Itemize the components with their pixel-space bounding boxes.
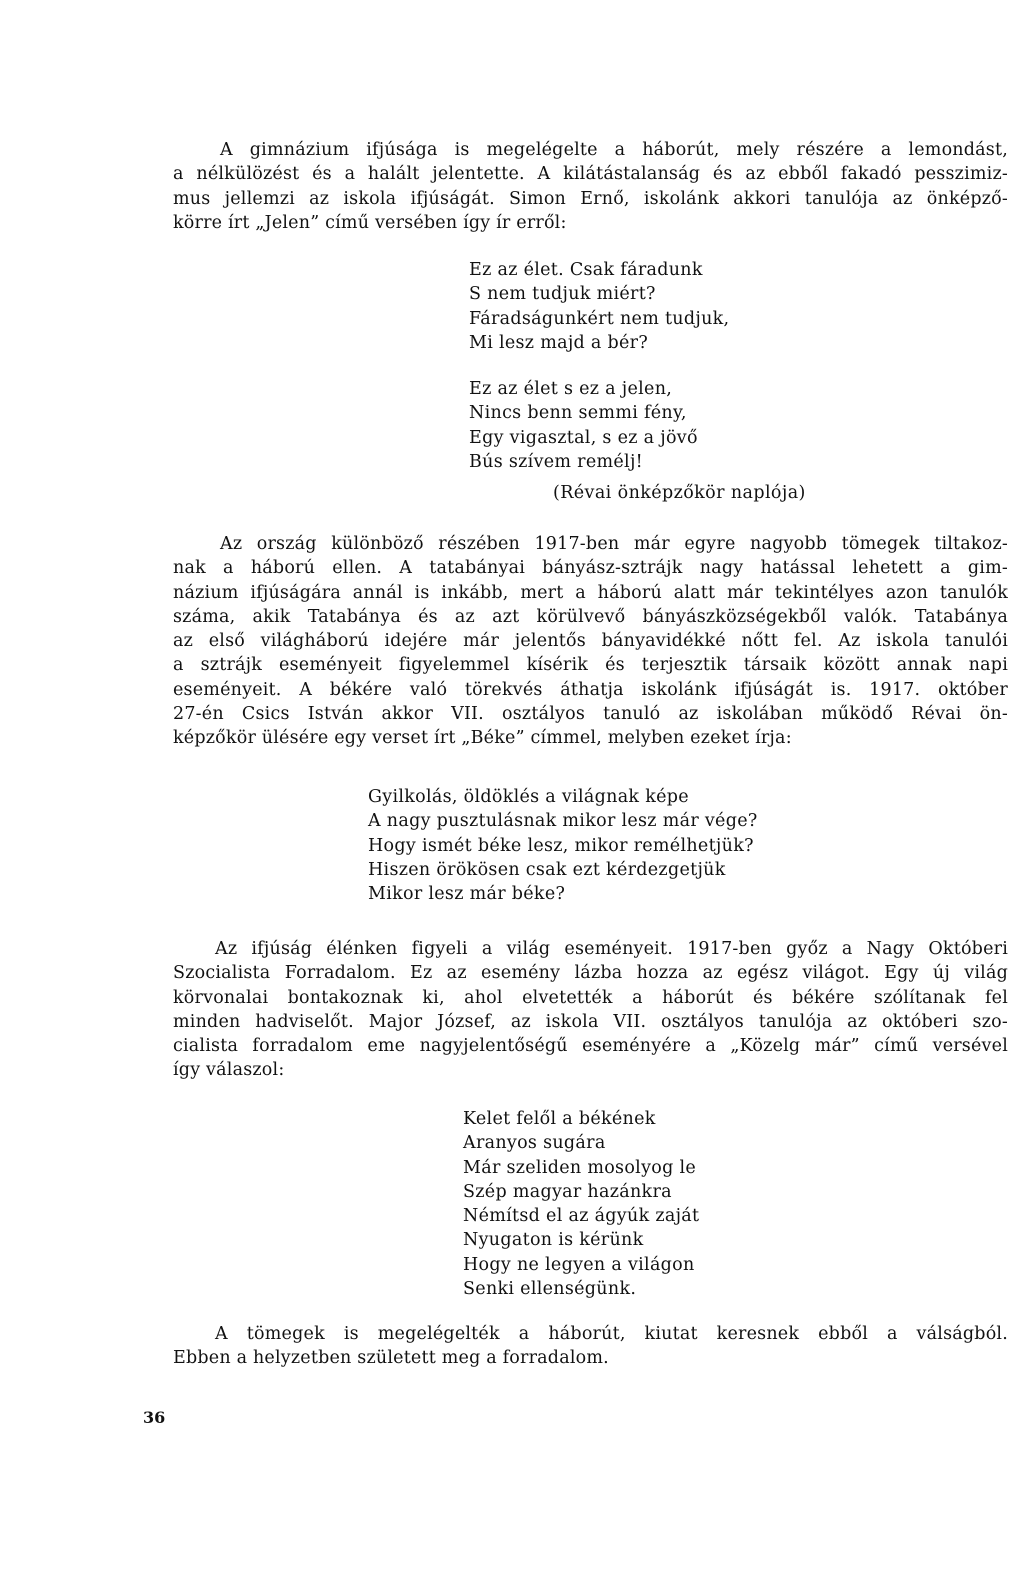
poem-line: Bús szívem remélj!	[469, 451, 643, 472]
paragraph-strike	[173, 532, 1008, 751]
text-line: minden hadviselőt. Major József, az iskola VII. osztályos tanulója az októberi szo-	[173, 1011, 1008, 1032]
paragraph-intro	[173, 138, 1008, 235]
poem-line: S nem tudjuk miért?	[469, 284, 656, 305]
text-line: 27-én Csics István akkor VII. osztályos tanuló az iskolában működő Révai ön-	[173, 704, 1008, 725]
text-line: názium ifjúságára annál is inkább, mert a háború alatt már tekintélyes azon tanulók	[173, 582, 1008, 603]
poem-line: Már szeliden mosolyog le	[463, 1157, 697, 1178]
text-line: a sztrájk eseményeit figyelemmel kísérik és terjesztik társaik között annak napi	[173, 655, 1008, 676]
poem-line: Ez az élet s ez a jelen,	[469, 379, 673, 399]
text-line: körvonalai bontakoznak ki, ahol elvetették a háborút és békére szólítanak fel	[173, 987, 1008, 1008]
text-line: mus jellemzi az iskola ifjúságát. Simon Ernő, iskolánk akkori tanulója az önképző-	[173, 188, 1008, 209]
poem-line: Szép magyar hazánkra	[463, 1181, 672, 1202]
text-line: A tömegek is megelégelték a háborút, kiutat keresnek ebből a válságból.	[215, 1324, 1008, 1344]
text-line: így válaszol:	[173, 1060, 285, 1081]
poem-line: Mi lesz majd a bér?	[469, 332, 649, 353]
poem-line: Kelet felől a békének	[463, 1109, 656, 1129]
poem-line: Senki ellenségünk.	[463, 1279, 637, 1300]
poem-line: Hogy ismét béke lesz, mikor remélhetjük?	[368, 835, 754, 856]
poem-line: Egy vigasztal, s ez a jövő	[469, 427, 698, 448]
text-line: nak a háború ellen. A tatabányai bányász-sztrájk nagy hatással lehetett a gim-	[173, 558, 1008, 579]
poem-line: Fáradságunkért nem tudjuk,	[469, 308, 730, 329]
paragraph-revolution	[173, 937, 1008, 1083]
poem-line: Gyilkolás, öldöklés a világnak képe	[368, 787, 689, 807]
text-line: az első világháború idejére már jelentős bányavidékké nőtt fel. Az iskola tanulói	[173, 631, 1008, 652]
poem-beke	[368, 785, 758, 906]
text-line: Az ifjúság élénken figyeli a világ eseményeit. 1917-ben győz a Nagy Októberi	[215, 939, 1008, 959]
poem-line: Aranyos sugára	[463, 1133, 606, 1154]
page-number: 36	[143, 1408, 166, 1427]
text-line: Szocialista Forradalom. Ez az esemény lázba hozza az egész világot. Egy új világ	[173, 963, 1008, 984]
poem-jelen-stanza-1	[469, 258, 729, 355]
poem-attribution: (Révai önképzőkör naplója)	[553, 483, 806, 503]
poem-line: Nyugaton is kérünk	[463, 1230, 644, 1251]
poem-line: Nincs benn semmi fény,	[469, 403, 687, 424]
poem-line: Némítsd el az ágyúk zaját	[463, 1206, 700, 1227]
text-line: cialista forradalom eme nagyjelentőségű eseményére a „Közelg már” című versével	[173, 1036, 1008, 1057]
text-line: képzőkör ülésére egy verset írt „Béke” címmel, melyben ezeket írja:	[173, 728, 792, 749]
paragraph-conclusion	[173, 1322, 1008, 1371]
text-line: a nélkülözést és a halált jelentette. A kilátástalanság és az ebből fakadó pesszimiz-	[173, 164, 1008, 185]
poem-line: Hiszen örökösen csak ezt kérdezgetjük	[368, 859, 726, 880]
poem-line: Ez az élet. Csak fáradunk	[469, 260, 703, 280]
text-line: körre írt „Jelen” című versében így ír erről:	[173, 212, 567, 233]
poem-line: Hogy ne legyen a világon	[463, 1254, 695, 1275]
text-line: száma, akik Tatabánya és az azt körülvevő bányászközségekből valók. Tatabánya	[173, 606, 1008, 627]
poem-jelen-stanza-2	[469, 377, 698, 474]
poem-kozelg-mar	[463, 1107, 699, 1301]
text-line: A gimnázium ifjúsága is megelégelte a háborút, mely részére a lemondást,	[220, 140, 1008, 160]
text-line: eseményeit. A békére való törekvés áthatja iskolánk ifjúságát is. 1917. október	[173, 679, 1008, 700]
poem-line: A nagy pusztulásnak mikor lesz már vége?	[368, 811, 758, 832]
text-line: Az ország különböző részében 1917-ben már egyre nagyobb tömegek tiltakoz-	[220, 534, 1008, 554]
text-line: Ebben a helyzetben született meg a forradalom.	[173, 1348, 609, 1369]
poem-line: Mikor lesz már béke?	[368, 884, 566, 905]
